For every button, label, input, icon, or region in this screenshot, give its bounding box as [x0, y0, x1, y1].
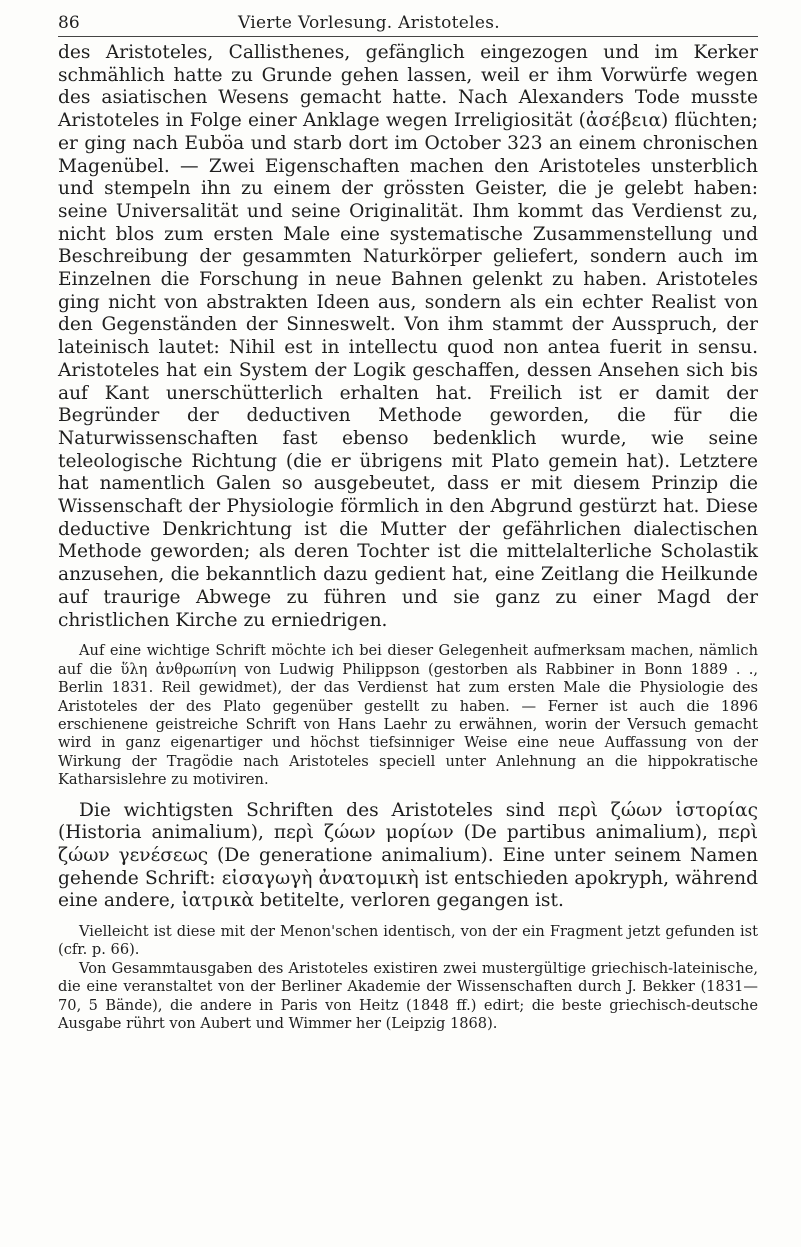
- page-number: 86: [58, 13, 80, 33]
- main-paragraph-2: Die wichtigsten Schriften des Aristoteles sind περὶ ζώων ἱστορίας (Historia animalium), περὶ ζώων μορίων (De partibus animalium), περὶ ζώων γενέσεως (De generatione animalium). Eine unter seinem Namen gehende Schrift: εἰσαγωγὴ ἀνατομικὴ ist entschieden apokryph, während eine andere, ἰατρικὰ betitelte, verloren gegangen ist.: [58, 799, 758, 912]
- footnote-paragraph-3: Von Gesammtausgaben des Aristoteles existiren zwei mustergültige griechisch-lateinische, die eine veranstaltet von der Berliner Akademie der Wissenschaften durch J. Bekker (1831—70, 5 Bände), die andere in Paris von Heitz (1848 ff.) edirt; die beste griechisch-deutsche Ausgabe rührt von Aubert und Wimmer her (Leipzig 1868).: [58, 959, 758, 1033]
- running-title: Vierte Vorlesung. Aristoteles.: [238, 13, 500, 33]
- main-paragraph-1: des Aristoteles, Callisthenes, gefänglich eingezogen und im Kerker schmählich hatte zu Grunde gehen lassen, weil er ihm Vorwürfe wegen des asiatischen Wesens gemacht hatte. Nach Alexanders Tode musste Aristoteles in Folge einer Anklage wegen Irreligiosität (ἀσέβεια) flüchten; er ging nach Euböa und starb dort im October 323 an einem chronischen Magenübel. — Zwei Eigenschaften machen den Aristoteles unsterblich und stempeln ihn zu einem der grössten Geister, die je gelebt haben: seine Universalität und seine Originalität. Ihm kommt das Verdienst zu, nicht blos zum ersten Male eine systematische Zusammenstellung und Beschreibung der gesammten Naturkörper geliefert, sondern auch im Einzelnen die Forschung in neue Bahnen gelenkt zu haben. Aristoteles ging nicht von abstrakten Ideen aus, sondern als ein echter Realist von den Gegenständen der Sinneswelt. Von ihm stammt der Ausspruch, der lateinisch lautet: Nihil est in intellectu quod non antea fuerit in sensu. Aristoteles hat ein System der Logik geschaffen, dessen Ansehen sich bis auf Kant unerschütterlich erhalten hat. Freilich ist er damit der Begründer der deductiven Methode geworden, die für die Naturwissenschaften fast ebenso bedenklich wurde, wie seine teleologische Richtung (die er übrigens mit Plato gemein hat). Letztere hat namentlich Galen so ausgebeutet, dass er mit diesem Prinzip die Wissenschaft der Physiologie förmlich in den Abgrund gestürzt hat. Diese deductive Denkrichtung ist die Mutter der gefährlichen dialectischen Methode geworden; als deren Tochter ist die mittelalterliche Scholastik anzusehen, die bekanntlich dazu gedient hat, eine Zeitlang die Heilkunde auf traurige Abwege zu führen und sie ganz zu einer Magd der christlichen Kirche zu erniedrigen.: [58, 42, 758, 631]
- page-body: [58, 42, 758, 1033]
- page-header: [58, 12, 758, 37]
- footnote-paragraph-2: Vielleicht ist diese mit der Menon'schen identisch, von der ein Fragment jetzt gefunden ist (cfr. p. 66).: [58, 923, 758, 959]
- footnote-paragraph-1: Auf eine wichtige Schrift möchte ich bei dieser Gelegenheit aufmerksam machen, nämlich auf die ὕλη ἀνθρωπίνη von Ludwig Philippson (gestorben als Rabbiner in Bonn 1889 . ., Berlin 1831. Reil gewidmet), der das Verdienst hat zum ersten Male die Physiologie des Aristoteles der des Plato gegenüber gestellt zu haben. — Ferner ist auch die 1896 erschienene geistreiche Schrift von Hans Laehr zu erwähnen, worin der Versuch gemacht wird in ganz eigenartiger und höchst tiefsinniger Weise eine neue Auffassung von der Wirkung der Tragödie nach Aristoteles speciell unter Anlehnung an die hippokratische Katharsislehre zu motiviren.: [58, 642, 758, 789]
